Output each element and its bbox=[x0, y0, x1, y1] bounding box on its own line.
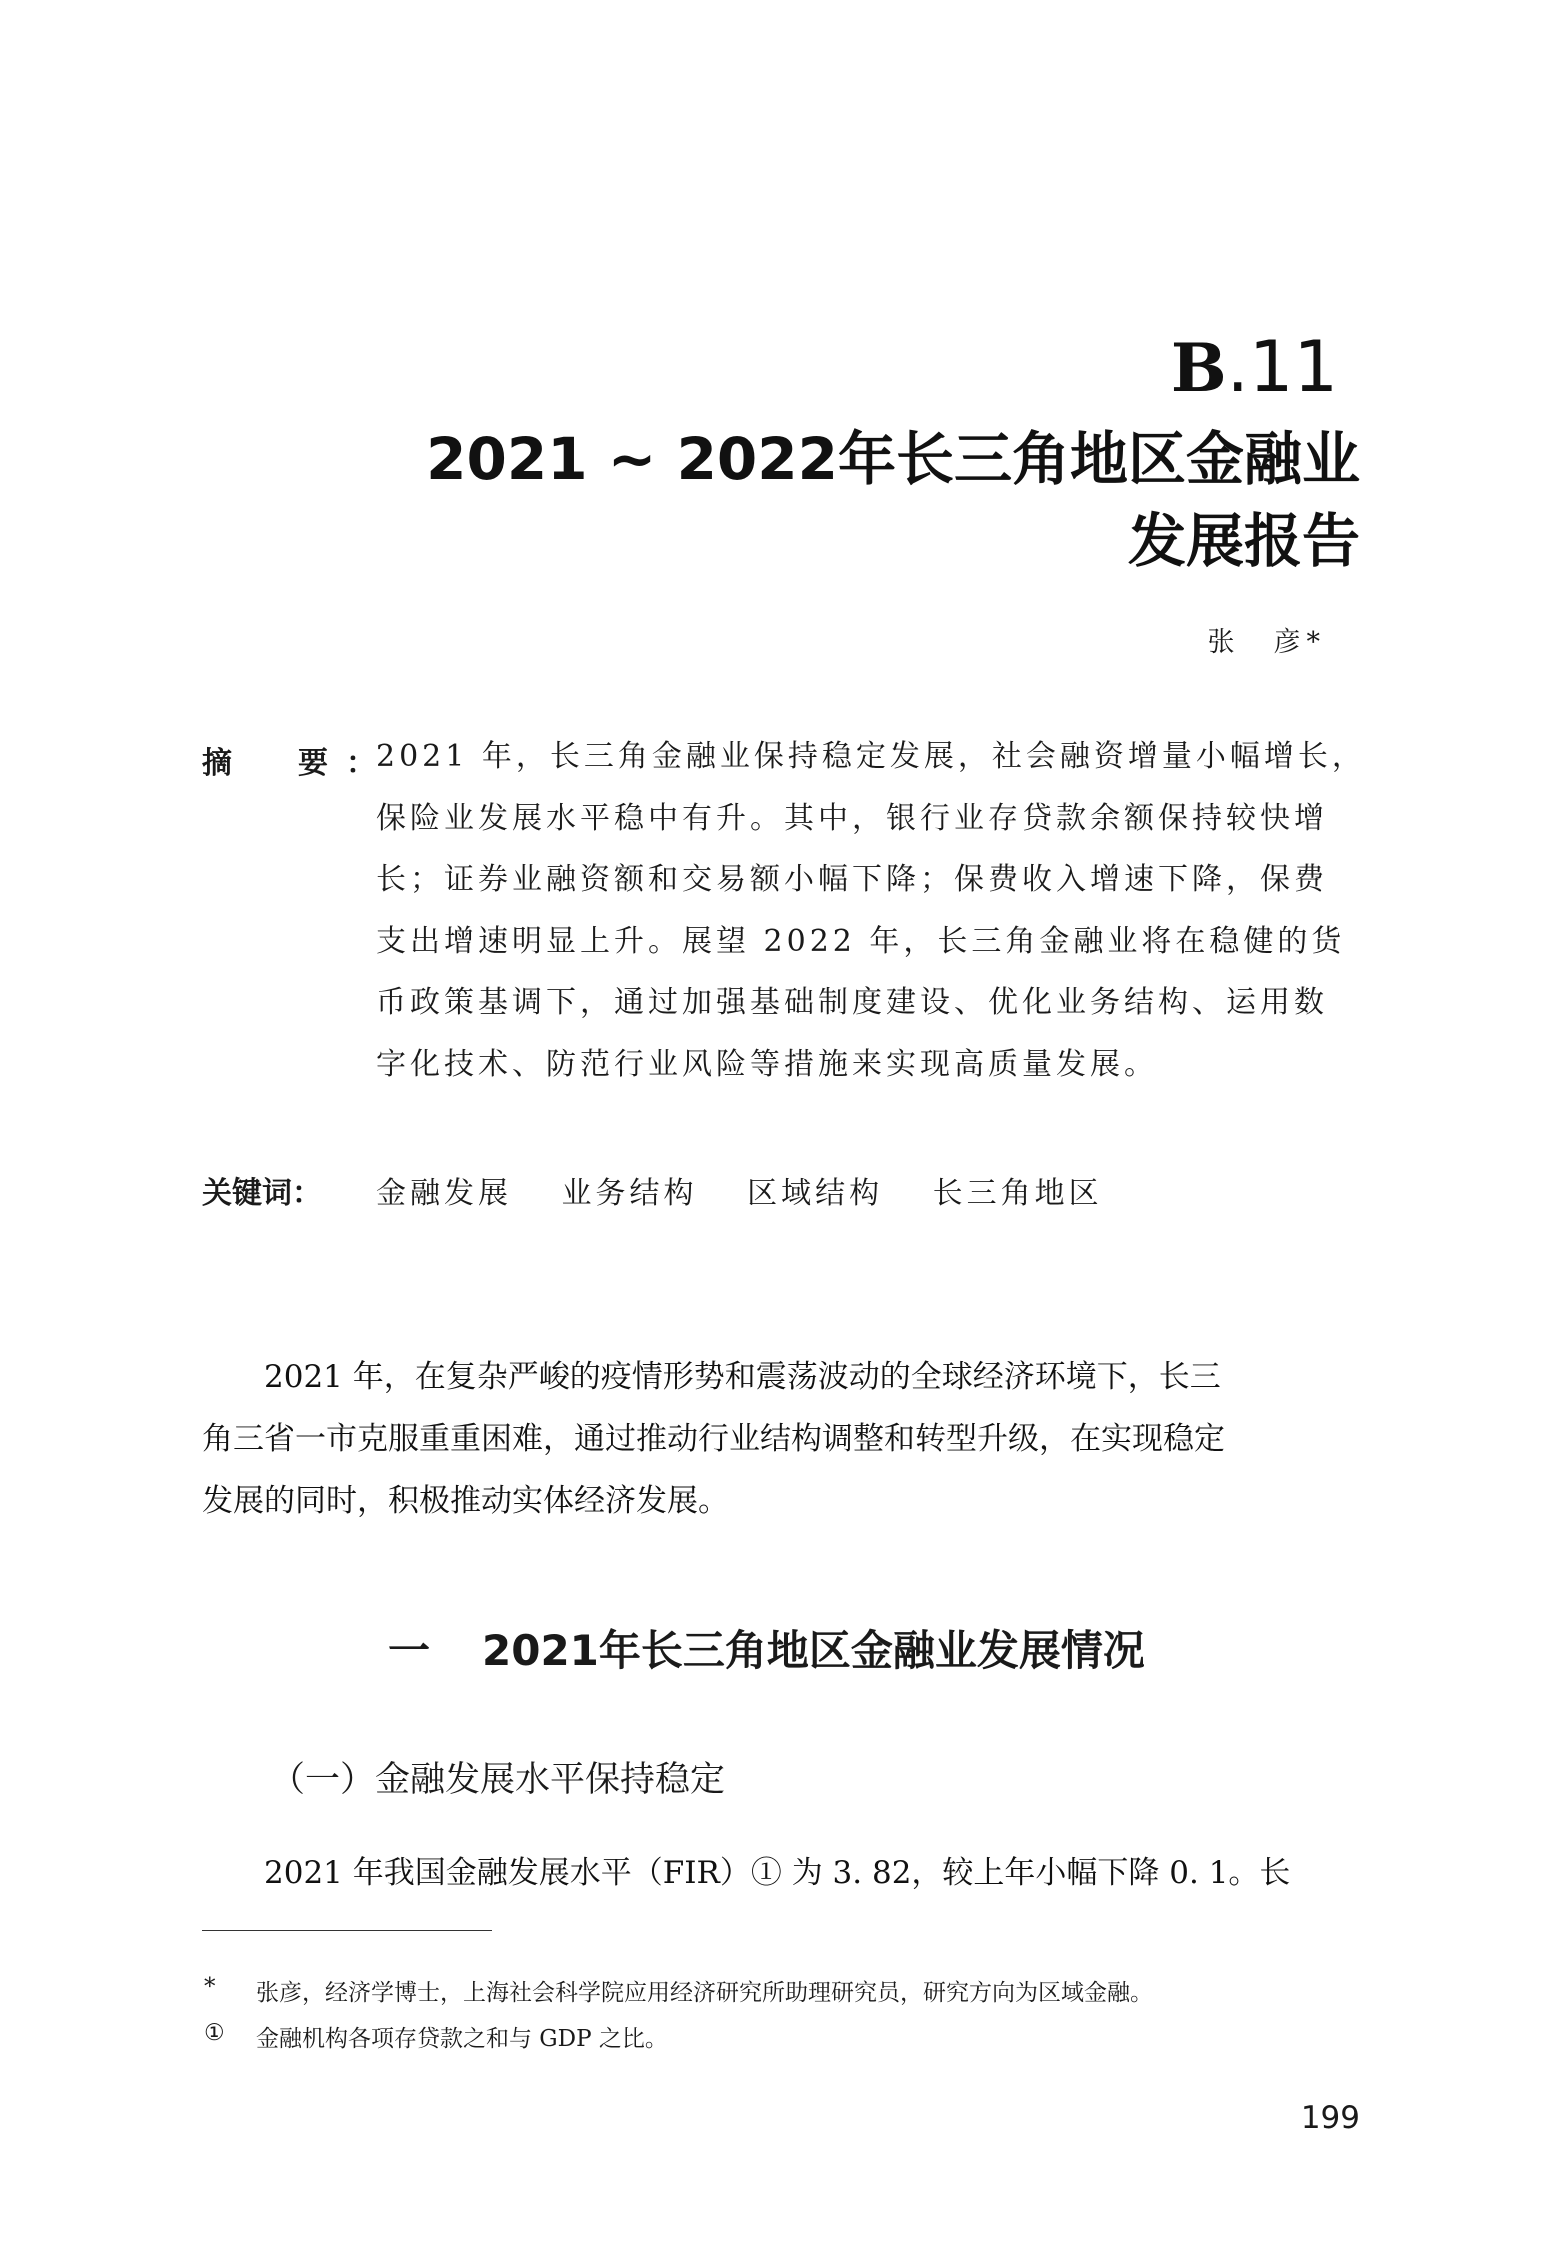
chapter-digits: .11 bbox=[1226, 326, 1338, 408]
keywords-list bbox=[376, 1168, 1139, 1212]
abstract-line: 长；证券业融资额和交易额小幅下降；保费收入增速下降，保费 bbox=[376, 862, 1328, 897]
intro-line: 2021 年，在复杂严峻的疫情形势和震荡波动的全球经济环境下，长三 bbox=[202, 1359, 1221, 1395]
footnote-mark: * bbox=[204, 1974, 216, 2000]
para-text: 2021 年我国金融发展水平（FIR） bbox=[202, 1855, 751, 1891]
subsection-heading: （一）金融发展水平保持稳定 bbox=[270, 1760, 726, 1800]
abstract-line: 字化技术、防范行业风险等措施来实现高质量发展。 bbox=[376, 1046, 1158, 1082]
body-paragraph bbox=[202, 1842, 1362, 1904]
page-number: 199 bbox=[1300, 2100, 1360, 2136]
abstract-label: 摘 要： bbox=[202, 746, 394, 781]
abstract-line: 支出增速明显上升。展望 2022 年，长三角金融业将在稳健的货 bbox=[376, 923, 1346, 959]
section-number: 一 bbox=[388, 1626, 431, 1675]
keyword: 长三角地区 bbox=[932, 1176, 1103, 1211]
abstract-line: 保险业发展水平稳中有升。其中，银行业存贷款余额保持较快增 bbox=[376, 800, 1328, 836]
footnote-divider bbox=[202, 1930, 492, 1931]
keyword: 业务结构 bbox=[561, 1176, 698, 1211]
footnote-ref[interactable]: ① bbox=[750, 1855, 782, 1891]
title-line: 2021 ~ 2022年长三角地区金融业 bbox=[426, 425, 1360, 493]
title-line: 发展报告 bbox=[1127, 507, 1360, 575]
intro-paragraph bbox=[202, 1346, 1362, 1532]
section-heading bbox=[388, 1618, 1145, 1678]
footnote bbox=[204, 2020, 668, 2053]
para-text-rest: 为 3. 82，较上年小幅下降 0. 1。长 bbox=[781, 1855, 1291, 1891]
footnote bbox=[204, 1974, 1153, 2007]
chapter-letter: B bbox=[1170, 329, 1227, 407]
intro-line: 发展的同时，积极推动实体经济发展。 bbox=[202, 1483, 729, 1519]
page-title bbox=[360, 418, 1360, 582]
footnote-text: 金融机构各项存贷款之和与 GDP 之比。 bbox=[256, 2026, 668, 2052]
abstract-line: 2021 年，长三角金融业保持稳定发展，社会融资增量小幅增长， bbox=[376, 739, 1366, 774]
intro-line: 角三省一市克服重重困难，通过推动行业结构调整和转型升级，在实现稳定 bbox=[202, 1421, 1225, 1457]
keywords-label: 关键词： bbox=[202, 1176, 322, 1211]
keyword: 区域结构 bbox=[747, 1176, 884, 1211]
keyword: 金融发展 bbox=[376, 1176, 512, 1211]
section-title: 2021年长三角地区金融业发展情况 bbox=[482, 1626, 1145, 1675]
footnote-mark: ① bbox=[204, 2020, 225, 2046]
author: 张 彦* bbox=[1207, 627, 1326, 658]
footnote-text: 张彦，经济学博士，上海社会科学院应用经济研究所助理研究员，研究方向为区域金融。 bbox=[256, 1980, 1153, 2006]
body-line bbox=[202, 1842, 1362, 1904]
chapter-number bbox=[1170, 326, 1338, 408]
abstract-line: 币政策基调下，通过加强基础制度建设、优化业务结构、运用数 bbox=[376, 985, 1328, 1020]
abstract-text bbox=[376, 726, 1366, 1095]
